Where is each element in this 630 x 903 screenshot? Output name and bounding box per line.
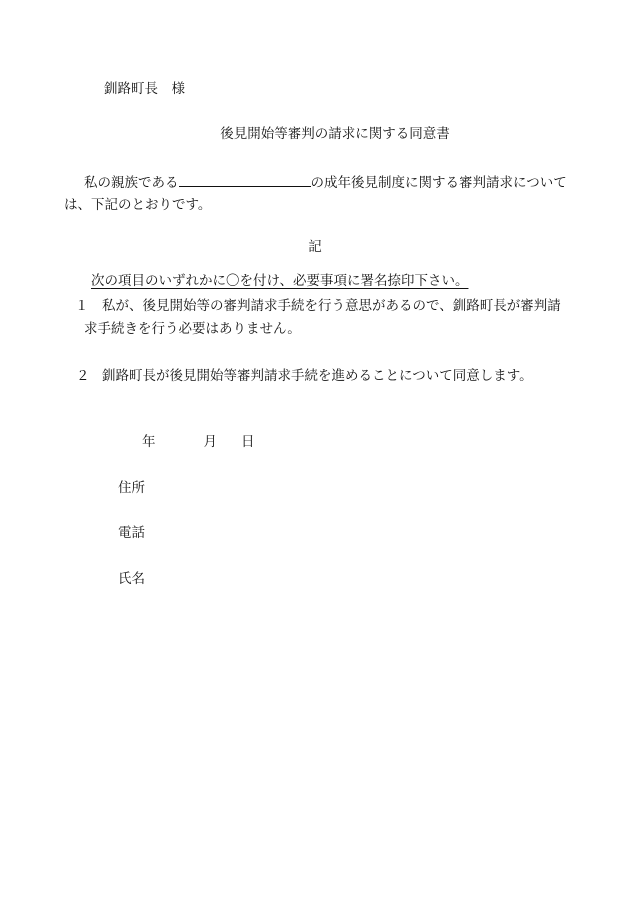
day-label: 日	[241, 434, 255, 450]
item-1-number[interactable]: １	[75, 298, 89, 314]
intro-line-2: は、下記のとおりです。	[64, 197, 212, 213]
relative-name-blank[interactable]	[179, 172, 311, 187]
addressee: 釧路町長 様	[104, 81, 185, 97]
ki-heading: 記	[308, 239, 322, 255]
month-label: 月	[203, 434, 217, 450]
instruction: 次の項目のいずれかに〇を付け、必要事項に署名捺印下さい。	[91, 273, 469, 289]
intro-after-blank: の成年後見制度に関する審判請求について	[310, 175, 567, 191]
item-2-number[interactable]: ２	[76, 368, 90, 384]
item-1-line-2: 求手続きを行う必要はありません。	[84, 321, 301, 337]
address-label: 住所	[118, 480, 145, 496]
intro-line-1	[84, 172, 567, 192]
item-2-line-1: 釧路町長が後見開始等審判請求手続を進めることについて同意します。	[102, 368, 533, 384]
item-1-line-1: 私が、後見開始等の審判請求手続を行う意思があるので、釧路町長が審判請	[102, 298, 561, 314]
year-label: 年	[142, 434, 156, 450]
phone-label: 電話	[118, 525, 145, 541]
intro-before-blank: 私の親族である	[84, 175, 179, 191]
name-label: 氏名	[118, 571, 145, 587]
date-line	[118, 433, 255, 451]
document-title: 後見開始等審判の請求に関する同意書	[220, 126, 450, 142]
